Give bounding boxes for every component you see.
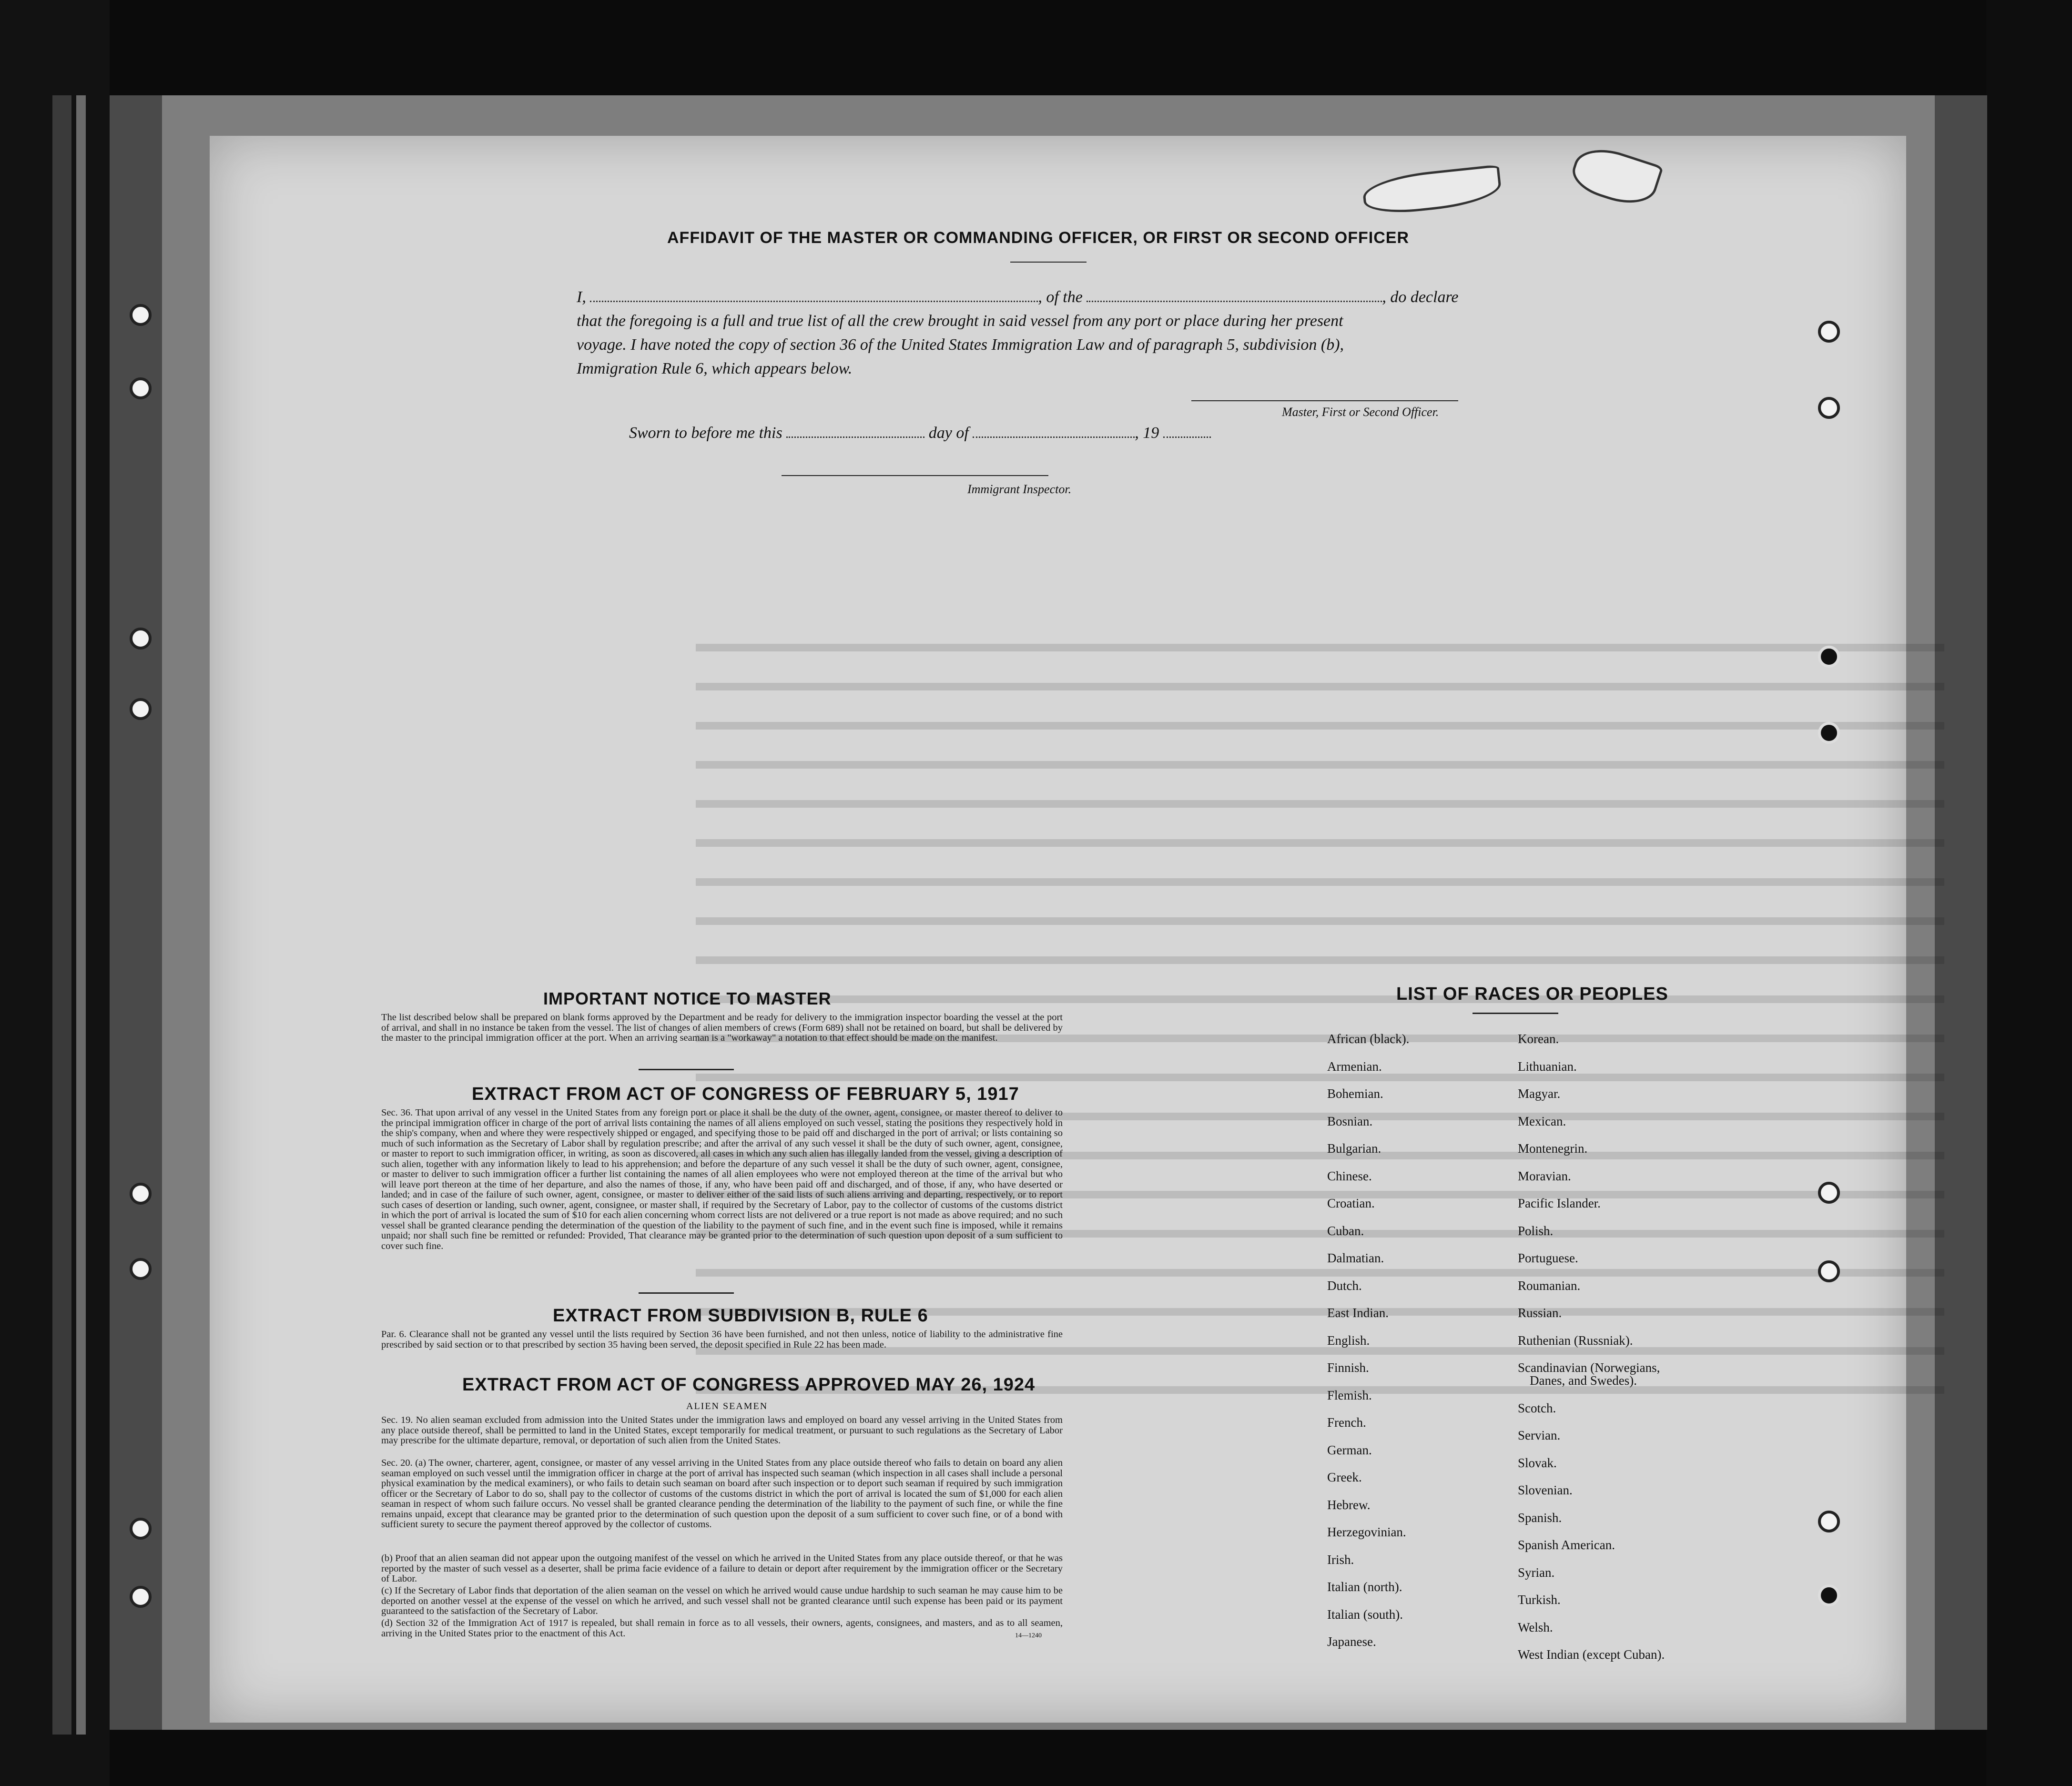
extract-rule6-body: Par. 6. Clearance shall not be granted any vessel until the lists required by Section 36 have been furnished, and not then unless, notice of liability to the administrative fine prescribed by said section or to that prescribed by section 35 having been served, the deposit specified in Rule 22 has been made. [381, 1329, 1063, 1350]
race-item: Cuban. [1327, 1223, 1364, 1238]
sec-20d: (d) Section 32 of the Immigration Act of 1917 is repealed, but shall remain in force as to all vessels, their owners, agents, consignees, and masters, and as to all seamen, arriving in the United States prior to the enactment of this Act. [381, 1618, 1063, 1639]
race-item: Roumanian. [1518, 1278, 1581, 1293]
race-item: Armenian. [1327, 1059, 1382, 1074]
sec-20c: (c) If the Secretary of Labor finds that deportation of the alien seaman on the vessel on which he arrived would cause undue hardship to such seaman he may cause him to be deported on another vessel at the expense of the vessel on which he arrived, and such vessel shall not be granted clearance until such expense has been paid or its payment guaranteed to the satisfaction of the Secretary of Labor. [381, 1585, 1063, 1616]
vessel-field[interactable] [1087, 300, 1382, 302]
race-item: Lithuanian. [1518, 1059, 1577, 1074]
affidavit-line-4: Immigration Rule 6, which appears below. [577, 360, 853, 377]
year-text: , 19 [1135, 424, 1159, 442]
master-signature-line [1191, 400, 1458, 401]
race-item: Mexican. [1518, 1114, 1566, 1128]
race-item: Russian. [1518, 1306, 1562, 1320]
race-item: Bosnian. [1327, 1114, 1373, 1128]
race-item: Slovak. [1518, 1455, 1557, 1470]
year-field[interactable] [1163, 436, 1211, 438]
notice-body: The list described below shall be prepared on blank forms approved by the Department and be ready for delivery to the immigration inspector boarding the vessel at the port of arrival, and shall in no instance be taken from the vessel. The list of changes of alien members of crews (Form 689) shall not be retained on board, but shall be delivered by the master to the principal immigration officer at the port. When an arriving seaman is a "workaway" a notation to that effect should be made on the manifest. [381, 1012, 1063, 1043]
binder-hole [1818, 1182, 1840, 1204]
form-number: 14—1240 [1015, 1632, 1042, 1639]
notice-title: IMPORTANT NOTICE TO MASTER [543, 989, 832, 1008]
races-title-rule [1473, 1013, 1558, 1014]
binder-hole [1818, 1260, 1840, 1282]
race-item: Spanish. [1518, 1510, 1562, 1525]
race-item: English. [1327, 1333, 1370, 1348]
name-field[interactable] [590, 300, 1038, 302]
binder-hole [130, 1258, 152, 1280]
month-field[interactable] [973, 436, 1135, 438]
race-item: Dutch. [1327, 1278, 1362, 1293]
binder-hole [1818, 321, 1840, 343]
affidavit-declare: , do declare [1382, 288, 1459, 306]
race-item: Korean. [1518, 1032, 1559, 1046]
binder-hole [1818, 1511, 1840, 1532]
binder-hole [130, 1586, 152, 1608]
race-item: Danes, and Swedes). [1530, 1373, 1637, 1388]
day-of-text: day of [928, 424, 969, 442]
document-page [210, 136, 1906, 1723]
affidavit-i: I, [577, 288, 586, 306]
sworn-text: Sworn to before me this [629, 424, 782, 442]
alien-seamen-subtitle: ALIEN SEAMEN [686, 1401, 768, 1411]
affidavit-line-1 [577, 288, 1459, 306]
binder-hole [130, 1183, 152, 1205]
race-item: Syrian. [1518, 1565, 1555, 1580]
race-item: Scotch. [1518, 1400, 1556, 1415]
race-item: East Indian. [1327, 1306, 1389, 1320]
affidavit-title: AFFIDAVIT OF THE MASTER OR COMMANDING OFFICER, OR FIRST OR SECOND OFFICER [667, 229, 1409, 247]
race-item: Herzegovinian. [1327, 1525, 1406, 1539]
race-item: Irish. [1327, 1552, 1354, 1567]
section-divider [639, 1292, 734, 1294]
master-label: Master, First or Second Officer. [1282, 405, 1439, 419]
race-item: Turkish. [1518, 1593, 1561, 1607]
binder-hole [1818, 397, 1840, 419]
sworn-line [629, 424, 1211, 442]
races-title: LIST OF RACES OR PEOPLES [1396, 984, 1668, 1004]
extract-1917-body: Sec. 36. That upon arrival of any vessel in the United States from any foreign port or place it shall be the duty of the owner, agent, consignee, or master thereof to deliver to the principal immigration officer in charge of the port of arrival lists containing the names of all aliens employed on such vessel, stating the positions they respectively hold in the ship's company, when and where they were respectively shipped or engaged, and specifying those to be paid off and discharged in the port of arrival; or lists containing so much of such information as the Secretary of Labor shall by regulation prescribe; and after the arrival of any such vessel it shall be the duty of such owner, agent, consignee, or master to report to such immigration officer, in writing, as soon as discovered, all cases in which any such alien has illegally landed from the vessel, giving a description of such alien, together with any information likely to lead to his apprehension; and before the departure of any such vessel it shall be the duty of such owner, agent, consignee, or master to deliver to such immigration officer a further list containing the names of all alien employees who were not employed thereon at the time of the arrival but who will leave port thereon at the time of her departure, and also the names of those, if any, who have been paid off and discharged, and of those, if any, who have deserted or landed; and in case of the failure of such owner, agent, consignee, or master to deliver either of the said lists of such aliens arriving and departing, respectively, or to report such cases of desertion or landing, such owner, agent, consignee, or master shall, if required by the Secretary of Labor, pay to the collector of customs of the customs district in which the port of arrival is located the sum of $10 for each alien concerning whom correct lists are not delivered or a true report is not made as above required; and no such vessel shall be granted clearance pending the determination of the question of the liability to the payment of such fine, and in the event such fine is imposed, while it remains unpaid; nor shall such fine be remitted or refunded: Provided, That clearance may be granted prior to the determination of such question upon deposit of a sum sufficient to cover such fine. [381, 1107, 1063, 1251]
film-strip-1 [52, 95, 71, 1735]
film-border-right [1986, 0, 2072, 1786]
binder-hole [130, 698, 152, 720]
inspector-label: Immigrant Inspector. [967, 482, 1072, 496]
binder-hole [130, 1518, 152, 1540]
sec-20b: (b) Proof that an alien seaman did not appear upon the outgoing manifest of the vessel on which he arrived in the United States from any place outside thereof, or that he was reported by the master of such vessel as a deserter, shall be prima facie evidence of a failure to detain or deport after requirement by the immigration officer or the Secretary of Labor. [381, 1553, 1063, 1584]
affidavit-of: , of the [1038, 288, 1083, 306]
binder-hole [130, 628, 152, 649]
race-item: Montenegrin. [1518, 1141, 1588, 1156]
title-rule [1010, 262, 1087, 263]
race-item: Hebrew. [1327, 1497, 1371, 1512]
race-item: French. [1327, 1415, 1366, 1430]
race-item: Italian (south). [1327, 1607, 1403, 1622]
film-strip-2 [76, 95, 86, 1735]
race-item: Polish. [1518, 1223, 1554, 1238]
binder-hole [130, 377, 152, 399]
extract-1924-title: EXTRACT FROM ACT OF CONGRESS APPROVED MAY 26, 1924 [462, 1375, 1036, 1395]
race-item: Slovenian. [1518, 1483, 1573, 1497]
race-item: Welsh. [1518, 1620, 1553, 1634]
race-item: Japanese. [1327, 1634, 1376, 1649]
sec-19: Sec. 19. No alien seaman excluded from admission into the United States under the immigration laws and employed on board any vessel arriving in the United States from any place outside thereof, shall be permitted to land in the United States, except temporarily for medical treatment, or pursuant to such regulations as the Secretary of Labor may prescribe for the ultimate departure, removal, or deportation of such alien from the United States. [381, 1415, 1063, 1446]
race-item: Croatian. [1327, 1196, 1375, 1210]
affidavit-line-3: voyage. I have noted the copy of section 36 of the United States Immigration Law and of paragraph 5, subdivision (b), [577, 336, 1344, 354]
race-item: West Indian (except Cuban). [1518, 1647, 1665, 1662]
race-item: Scandinavian (Norwegians, [1518, 1360, 1660, 1375]
race-item: Bohemian. [1327, 1086, 1383, 1101]
paper-stain [1567, 141, 1664, 213]
race-item: Chinese. [1327, 1168, 1372, 1183]
race-item: Italian (north). [1327, 1580, 1402, 1594]
binder-hole [1818, 1584, 1840, 1606]
day-field[interactable] [786, 436, 924, 438]
binder-hole [1818, 646, 1840, 668]
race-item: Flemish. [1327, 1388, 1372, 1402]
race-item: Ruthenian (Russniak). [1518, 1333, 1633, 1348]
race-item: Dalmatian. [1327, 1251, 1384, 1265]
race-item: African (black). [1327, 1032, 1410, 1046]
race-item: Finnish. [1327, 1360, 1369, 1375]
race-item: German. [1327, 1442, 1372, 1457]
race-item: Servian. [1518, 1428, 1561, 1442]
race-item: Spanish American. [1518, 1538, 1615, 1552]
race-item: Pacific Islander. [1518, 1196, 1601, 1210]
binder-hole [130, 304, 152, 326]
section-divider [639, 1069, 734, 1070]
race-item: Magyar. [1518, 1086, 1561, 1101]
binder-hole [1818, 722, 1840, 744]
race-item: Moravian. [1518, 1168, 1571, 1183]
sec-20a: Sec. 20. (a) The owner, charterer, agent, consignee, or master of any vessel arriving in the United States from any place outside thereof who fails to detain on board any alien seaman employed on such vessel until the immigration officer in charge at the port of arrival has inspected such seaman (which inspection in all cases shall include a personal physical examination by the medical examiners), or who fails to detain such seaman on board after such inspection or to deport such seaman if required by such immigration officer or the Secretary of Labor to do so, shall pay to the collector of customs of the customs district in which the port of arrival is located the sum of $1,000 for each alien seaman in respect of whom such failure occurs. No vessel shall be granted clearance pending the determination of the liability to the payment of such fine, or while the fine remains unpaid, except that clearance may be granted prior to the determination of such question upon the deposit of a sum sufficient to cover such fine, or of a bond with sufficient surety to secure the payment thereof approved by the collector of customs. [381, 1458, 1063, 1530]
paper-stain [1361, 164, 1503, 217]
extract-rule6-title: EXTRACT FROM SUBDIVISION B, RULE 6 [553, 1306, 928, 1326]
race-item: Portuguese. [1518, 1251, 1578, 1265]
race-item: Bulgarian. [1327, 1141, 1381, 1156]
affidavit-line-2: that the foregoing is a full and true list of all the crew brought in said vessel from any port or place during her present [577, 312, 1343, 330]
inspector-signature-line [782, 475, 1048, 476]
race-item: Greek. [1327, 1470, 1362, 1484]
extract-1917-title: EXTRACT FROM ACT OF CONGRESS OF FEBRUARY 5, 1917 [472, 1084, 1019, 1104]
